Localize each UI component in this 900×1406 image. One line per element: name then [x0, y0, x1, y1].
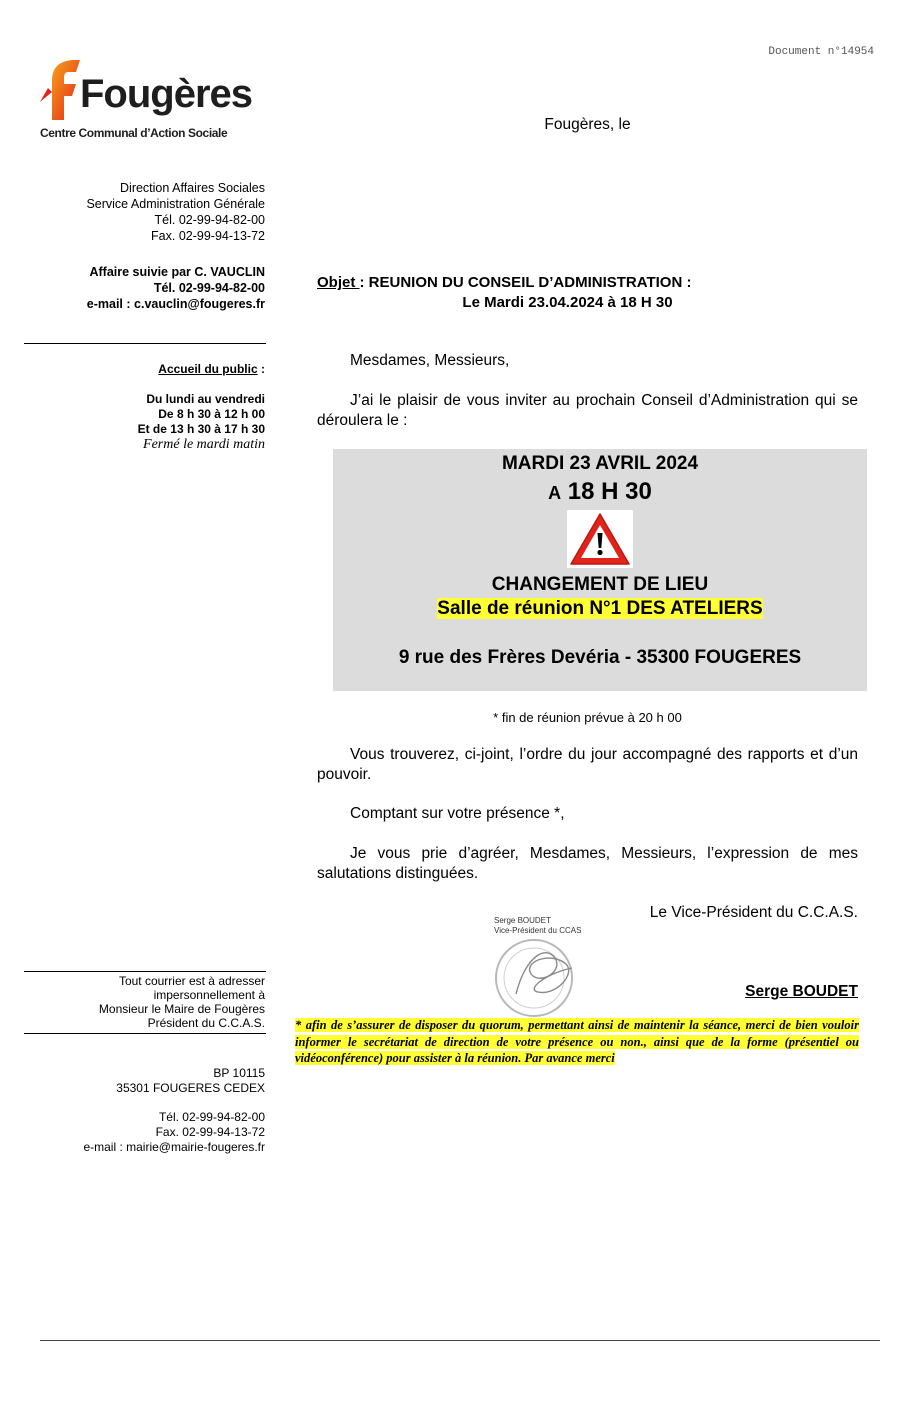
- object-line1: : REUNION DU CONSEIL D’ADMINISTRATION :: [359, 274, 692, 291]
- fougeres-f-logo-icon: [38, 58, 82, 120]
- mail-notice-line3: Monsieur le Maire de Fougères: [98, 1002, 265, 1016]
- public-hours-heading: Accueil du public: [158, 362, 258, 376]
- meeting-details-box: [333, 449, 867, 691]
- footer-line: [40, 1340, 880, 1341]
- divider-line: [24, 971, 266, 972]
- warning-triangle-icon: [567, 510, 633, 568]
- divider-line: [24, 343, 266, 344]
- attachments-text: Vous trouverez, ci-joint, l’ordre du jour accompagné des rapports et d’un pouvoir.: [317, 746, 858, 783]
- document-number: Document n°14954: [768, 46, 874, 58]
- footnote: [295, 1017, 859, 1067]
- footnote-text: * afin de s’assurer de disposer du quorum, permettant ainsi de maintenir la séance, merci de bien vouloir informer le secrétariat de direction de votre présence ou non., ainsi que de la forme (présentiel ou vidéoconférence) pour assister à la réunion. Par avance merci: [295, 1018, 859, 1065]
- public-hours-afternoon: Et de 13 h 30 à 17 h 30: [137, 422, 265, 436]
- fougeres-logo: [38, 58, 268, 142]
- postal-city: 35301 FOUGERES CEDEX: [116, 1081, 265, 1095]
- followed-email[interactable]: e-mail : c.vauclin@fougeres.fr: [86, 297, 265, 311]
- meeting-address: 9 rue des Frères Devéria - 35300 FOUGERES: [398, 647, 802, 668]
- public-hours-heading-colon: :: [257, 362, 265, 376]
- meeting-room: Salle de réunion N°1 DES ATELIERS: [437, 598, 763, 619]
- object-label: Objet: [317, 274, 360, 291]
- sender-direction: Direction Affaires Sociales: [120, 181, 265, 195]
- postal-tel: Tél. 02-99-94-82-00: [158, 1110, 265, 1124]
- postal-fax: Fax. 02-99-94-13-72: [155, 1125, 265, 1139]
- place-date: Fougères, le: [544, 116, 631, 133]
- followed-tel: Tél. 02-99-94-82-00: [153, 281, 265, 295]
- postal-email[interactable]: e-mail : mairie@mairie-fougeres.fr: [83, 1140, 265, 1154]
- meeting-time: 18 H 30: [567, 478, 652, 505]
- stamp-title: Vice-Président du CCAS: [494, 926, 582, 935]
- mail-notice-line2: impersonnellement à: [153, 988, 265, 1002]
- invitation-text: J’ai le plaisir de vous inviter au prochain Conseil d’Administration qui se déroulera le :: [317, 392, 858, 429]
- public-hours-morning: De 8 h 30 à 12 h 00: [158, 407, 265, 421]
- stamp-name: Serge BOUDET: [494, 916, 551, 925]
- signature-stamp: [486, 912, 596, 1022]
- public-hours-days: Du lundi au vendredi: [146, 392, 265, 406]
- logo-wordmark: Fougères: [80, 72, 253, 116]
- counting-text: Comptant sur votre présence *,: [350, 805, 565, 822]
- end-time-note: * fin de réunion prévue à 20 h 00: [493, 710, 682, 725]
- signer-title: Le Vice-Président du C.C.A.S.: [649, 904, 858, 921]
- object-block: [317, 273, 858, 313]
- location-change: CHANGEMENT DE LIEU: [491, 574, 709, 595]
- sender-tel: Tél. 02-99-94-82-00: [154, 213, 265, 227]
- followed-by: Affaire suivie par C. VAUCLIN: [89, 265, 265, 279]
- mail-notice-line1: Tout courrier est à adresser: [118, 974, 265, 988]
- public-hours-closed: Fermé le mardi matin: [143, 437, 265, 452]
- closing-text: Je vous prie d’agréer, Mesdames, Messieurs, l’expression de mes salutations distinguées.: [317, 845, 858, 882]
- logo-subtitle: Centre Communal d’Action Sociale: [40, 126, 228, 140]
- postal-block: [83, 1066, 265, 1155]
- handwritten-signature-icon: [486, 934, 596, 1022]
- mail-notice-block: [99, 974, 265, 1030]
- signer-name: Serge BOUDET: [745, 983, 858, 1000]
- salutation: Mesdames, Messieurs,: [350, 352, 510, 369]
- meeting-date: MARDI 23 AVRIL 2024: [501, 453, 699, 474]
- mail-notice-line4: Président du C.C.A.S.: [147, 1016, 265, 1030]
- meeting-time-prefix: A: [548, 483, 562, 503]
- divider-line: [24, 1033, 266, 1034]
- public-hours-block: [138, 362, 265, 452]
- object-line2: Le Mardi 23.04.2024 à 18 H 30: [462, 294, 673, 311]
- postal-bp: BP 10115: [213, 1066, 265, 1080]
- sender-service: Service Administration Générale: [86, 197, 265, 211]
- sender-fax: Fax. 02-99-94-13-72: [151, 229, 265, 243]
- sender-block: [86, 180, 265, 312]
